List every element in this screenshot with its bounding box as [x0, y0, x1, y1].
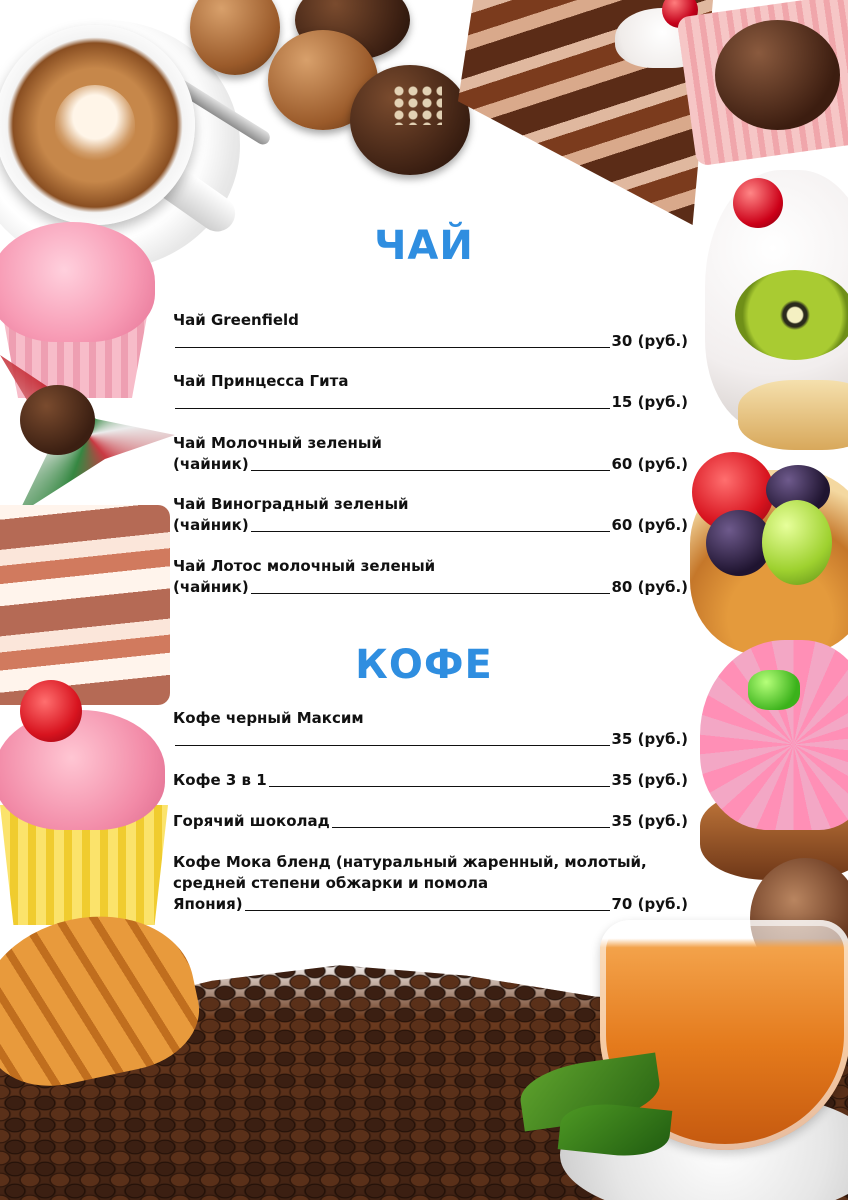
item-price: 35 (руб.)	[611, 730, 688, 748]
dotted-leader	[332, 826, 610, 828]
menu-item	[173, 433, 688, 475]
dotted-leader	[175, 346, 610, 348]
menu-item	[173, 708, 688, 750]
item-name: Кофе черный Максим	[173, 709, 364, 727]
item-price: 35 (руб.)	[611, 771, 688, 789]
nut-topping-image	[392, 85, 442, 125]
item-name: Чай Лотос молочный зеленый	[173, 557, 436, 575]
tea-section-title: ЧАЙ	[374, 223, 474, 269]
kiwi-slice-image	[735, 270, 848, 360]
item-name: Чай Greenfield	[173, 311, 299, 329]
item-name-line2: (чайник)	[173, 578, 249, 596]
item-price: 60 (руб.)	[611, 516, 688, 534]
item-name-line2: средней степени обжарки и помола	[173, 874, 489, 892]
item-name: Чай Молочный зеленый	[173, 434, 382, 452]
item-price: 35 (руб.)	[611, 812, 688, 830]
item-name-line3: Япония)	[173, 895, 243, 913]
dotted-leader	[251, 530, 610, 532]
dotted-leader	[245, 909, 610, 911]
strawberry-image	[20, 680, 82, 742]
menu-item	[173, 310, 688, 352]
chocolate-candy-image	[20, 385, 95, 455]
dotted-leader	[251, 592, 610, 594]
item-name-line2: (чайник)	[173, 455, 249, 473]
dotted-leader	[175, 744, 610, 746]
coffee-section-title: КОФЕ	[355, 642, 493, 688]
item-name: Горячий шоколад	[173, 812, 330, 830]
truffle-image	[715, 20, 840, 130]
item-name: Чай Принцесса Гита	[173, 372, 349, 390]
item-name-line2: (чайник)	[173, 516, 249, 534]
menu-item	[173, 556, 688, 598]
dotted-leader	[175, 407, 610, 409]
item-price: 15 (руб.)	[611, 393, 688, 411]
dotted-leader	[251, 469, 610, 471]
latte-art-image	[55, 85, 135, 165]
item-name: Чай Виноградный зеленый	[173, 495, 409, 513]
grape-image	[762, 500, 832, 585]
dotted-leader	[269, 785, 610, 787]
item-price: 80 (руб.)	[611, 578, 688, 596]
item-name: Кофе Мока бленд (натуральный жаренный, молотый,	[173, 853, 647, 871]
item-name: Кофе 3 в 1	[173, 771, 267, 789]
item-price: 30 (руб.)	[611, 332, 688, 350]
menu-item	[173, 371, 688, 413]
tart-base-image	[738, 380, 848, 450]
menu-item	[173, 494, 688, 536]
cherry-image	[733, 178, 783, 228]
menu-item	[173, 770, 688, 791]
menu-item	[173, 852, 688, 915]
item-price: 60 (руб.)	[611, 455, 688, 473]
menu-item	[173, 811, 688, 832]
item-price: 70 (руб.)	[611, 895, 688, 913]
